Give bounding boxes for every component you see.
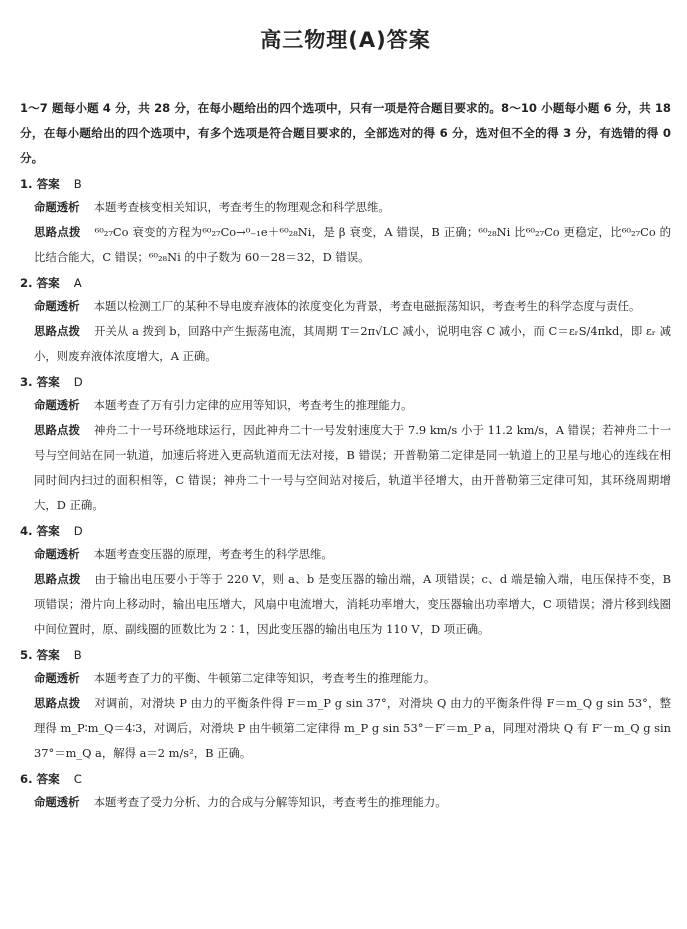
answer-label: 答案	[36, 276, 60, 290]
page-title: 高三物理(A)答案	[260, 28, 431, 52]
question-number: 4.	[20, 524, 33, 538]
hint-row	[20, 319, 671, 369]
answer-value: A	[73, 276, 82, 290]
scoring-instructions: 1～7 题每小题 4 分，共 28 分，在每小题给出的四个选项中，只有一项是符合题目要求的。8～10 小题每小题 6 分，共 18 分，在每小题给出的四个选项中，有多个选项是符合题目要求的，全部选对的得 6 分，选对但不全的得 3 分，有选错的得 0 分。	[20, 101, 671, 165]
question-header	[20, 272, 671, 294]
analysis-text: 本题以检测工厂的某种不导电废弃液体的浓度变化为背景，考查电磁振荡知识，考查考生的科学态度与责任。	[93, 299, 641, 313]
hint-row	[20, 567, 671, 642]
hint-text: 神舟二十一号环绕地球运行，因此神舟二十一号发射速度大于 7.9 km/s 小于 11.2 km/s，A 错误；若神舟二十一号与空间站在同一轨道，加速后将进入更高轨道而无法对接，B 错误；开普勒第二定律是同一轨道上的卫星与地心的连线在相同时间内扫过的面积相等，C 错误；神舟二十一号与空间站对接后，轨道半径增大，由开普勒第三定律可知，其环绕周期增大，D 正确。	[34, 423, 671, 512]
answer-value: B	[73, 177, 82, 191]
question-header	[20, 768, 671, 790]
analysis-label: 命题透析	[34, 671, 80, 685]
question-header	[20, 371, 671, 393]
analysis-label: 命题透析	[34, 547, 80, 561]
question-5	[20, 644, 671, 766]
analysis-row	[20, 294, 671, 319]
answer-label: 答案	[36, 177, 60, 191]
analysis-row	[20, 666, 671, 691]
question-4	[20, 520, 671, 642]
analysis-row	[20, 195, 671, 220]
hint-row	[20, 220, 671, 270]
hint-label: 思路点拨	[34, 324, 80, 338]
analysis-text: 本题考查变压器的原理，考查考生的科学思维。	[93, 547, 333, 561]
answer-label: 答案	[36, 524, 60, 538]
analysis-row	[20, 393, 671, 418]
hint-row	[20, 691, 671, 766]
hint-text: 由于输出电压要小于等于 220 V，则 a、b 是变压器的输出端，A 项错误；c、d 端是输入端，电压保持不变，B 项错误；滑片向上移动时，输出电压增大，风扇中电流增大，消耗功率增大，变压器输出功率增大，C 项错误；滑片移到线圈中间位置时，原、副线圈的匝数比为 2∶1，因此变压器的输出电压为 110 V，D 项正确。	[34, 572, 671, 636]
answer-value: B	[73, 648, 82, 662]
question-number: 5.	[20, 648, 33, 662]
question-number: 2.	[20, 276, 33, 290]
answer-label: 答案	[36, 375, 60, 389]
analysis-label: 命题透析	[34, 795, 80, 809]
answer-label: 答案	[36, 772, 60, 786]
hint-label: 思路点拨	[34, 696, 81, 710]
analysis-text: 本题考查了万有引力定律的应用等知识，考查考生的推理能力。	[93, 398, 413, 412]
analysis-text: 本题考查核变相关知识，考查考生的物理观念和科学思维。	[93, 200, 390, 214]
analysis-row	[20, 790, 671, 815]
question-number: 1.	[20, 177, 33, 191]
answer-value: D	[73, 375, 83, 389]
answer-label: 答案	[36, 648, 60, 662]
question-3	[20, 371, 671, 518]
question-header	[20, 173, 671, 195]
answer-value: D	[73, 524, 83, 538]
question-header	[20, 644, 671, 666]
hint-label: 思路点拨	[34, 423, 80, 437]
hint-label: 思路点拨	[34, 572, 81, 586]
analysis-label: 命题透析	[34, 299, 80, 313]
analysis-text: 本题考查了力的平衡、牛顿第二定律等知识，考查考生的推理能力。	[93, 671, 436, 685]
analysis-text: 本题考查了受力分析、力的合成与分解等知识，考查考生的推理能力。	[93, 795, 447, 809]
hint-text: 开关从 a 拨到 b，回路中产生振荡电流，其周期 T＝2π√LC 减小，说明电容 C 减小，而 C＝εᵣS/4πkd，即 εᵣ 减小，则废弃液体浓度增大，A 正确。	[34, 324, 671, 363]
question-header	[20, 520, 671, 542]
hint-label: 思路点拨	[34, 225, 81, 239]
question-number: 3.	[20, 375, 33, 389]
analysis-row	[20, 542, 671, 567]
analysis-label: 命题透析	[34, 398, 80, 412]
question-number: 6.	[20, 772, 33, 786]
answer-value: C	[73, 772, 82, 786]
question-2	[20, 272, 671, 369]
hint-text: 对调前，对滑块 P 由力的平衡条件得 F＝m_P g sin 37°，对滑块 Q 由力的平衡条件得 F＝m_Q g sin 53°，整理得 m_P∶m_Q＝4∶3，对调后，对滑块 P 由牛顿第二定律得 m_P g sin 53°－F′＝m_P a，同理对滑块 Q 有 F′－m_Q g sin 37°＝m_Q a，解得 a＝2 m/s²，B 正确。	[34, 696, 671, 760]
question-1	[20, 173, 671, 270]
question-6	[20, 768, 671, 815]
hint-row	[20, 418, 671, 518]
hint-text: ⁶⁰₂₇Co 衰变的方程为⁶⁰₂₇Co→⁰₋₁e＋⁶⁰₂₈Ni，是 β 衰变，A 错误，B 正确；⁶⁰₂₈Ni 比⁶⁰₂₇Co 更稳定，比⁶⁰₂₇Co 的比结合能大，C 错误；⁶⁰₂₈Ni 的中子数为 60－28＝32，D 错误。	[34, 225, 671, 264]
analysis-label: 命题透析	[34, 200, 80, 214]
